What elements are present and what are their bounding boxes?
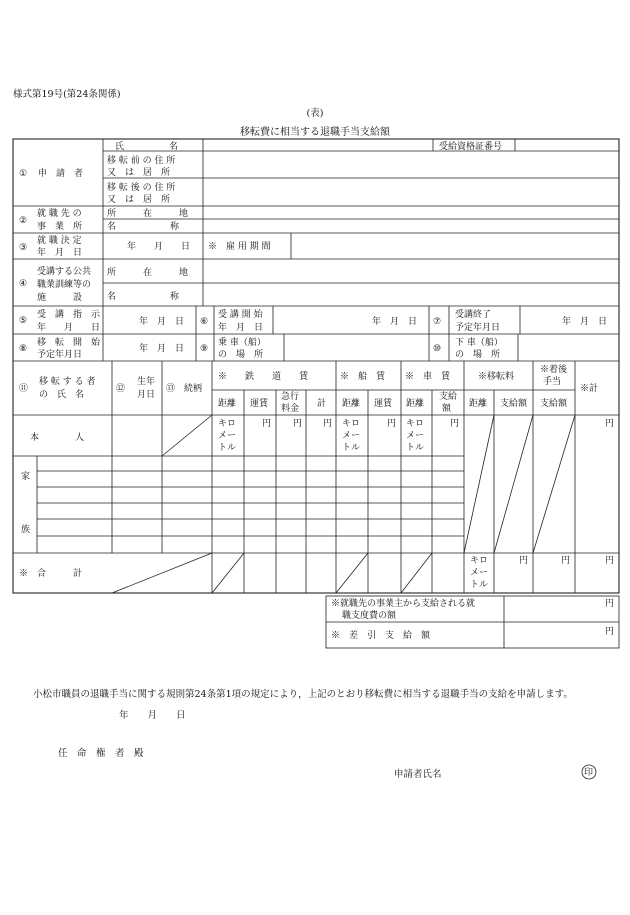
hire-date-label-2: 年 月 日	[37, 248, 83, 258]
item-5-number: ⑤	[19, 316, 28, 326]
ship-km-unit: キロ	[342, 419, 361, 429]
grand-total-label: ※ 合 計	[19, 569, 83, 579]
mover-name-label: 移 転 す る 者	[39, 377, 96, 387]
instruction-date-label: 受 講 指 示	[37, 310, 101, 320]
training-facility-label-2: 職業訓練等の	[37, 280, 92, 290]
hire-date-label: 就 職 決 定	[37, 236, 82, 246]
move-start-label: 移 転 開 始	[37, 338, 101, 348]
self-row-label: 本 人	[30, 433, 85, 443]
car-paid-yen: 円	[450, 419, 460, 429]
rail-fare-yen: 円	[262, 419, 272, 429]
boarding-place-label: 乗 車（船）	[218, 338, 266, 348]
express-yen: 円	[293, 419, 303, 429]
employer-allowance-label: ※就職先の事業主から支給される就	[331, 599, 476, 609]
moving-km-unit-2: メー	[470, 568, 489, 578]
alighting-place-label: 下 車（船）	[455, 338, 503, 348]
item-11-number: ⑪	[19, 384, 29, 394]
application-statement: 小松市職員の退職手当に関する規則第24条第1項の規定により，上記のとおり移転費に相当する退職手当の支給を申請します。	[33, 689, 573, 700]
ship-fare-sub-header: 運賃	[374, 399, 393, 409]
course-start-label-2: 年 月 日	[218, 323, 264, 333]
express-fee-header: 急行	[281, 392, 300, 402]
moving-distance-header: 距離	[469, 399, 488, 409]
alighting-place-label-2: の 場 所	[455, 350, 501, 360]
item-8-number: ⑧	[19, 344, 28, 354]
name-header: 氏 名	[115, 142, 179, 152]
moving-km-unit-3: トル	[470, 580, 489, 590]
item-9-number: ⑨	[200, 344, 209, 354]
move-start-ymd: 年 月 日	[139, 344, 185, 354]
net-payment-label: ※ 差 引 支 給 額	[331, 631, 431, 641]
family-label-2: 族	[21, 525, 31, 535]
moving-paid-header: 支給額	[500, 399, 528, 409]
ship-distance-header: 距離	[342, 399, 361, 409]
addressee: 任 命 権 者 殿	[58, 748, 144, 759]
employer-label-2: 事 業 所	[37, 222, 83, 232]
item-1-number: ①	[19, 169, 28, 179]
rail-km-unit-2: メー	[218, 431, 237, 441]
rail-fare-sub-header: 運賃	[250, 399, 269, 409]
car-fare-header: ※ 車 賃	[405, 372, 451, 382]
training-facility-label: 受講する公共	[37, 267, 92, 277]
express-fee-header-2: 料金	[281, 404, 300, 414]
item-7-number: ⑦	[433, 317, 442, 327]
ship-fare-header: ※ 船 賃	[340, 372, 386, 382]
seal-label: 印	[584, 768, 594, 778]
training-facility-label-3: 施 設	[37, 293, 83, 303]
arrival-allowance-header: ※着後	[540, 365, 568, 375]
moving-paid-yen: 円	[519, 556, 529, 566]
employer-allowance-yen: 円	[605, 599, 615, 609]
form-title: 移転費に相当する退職手当支給額	[240, 127, 390, 138]
move-start-label-2: 予定年月日	[37, 350, 83, 360]
rail-sum-yen: 円	[323, 419, 333, 429]
course-start-ymd: 年 月 日	[372, 317, 418, 327]
mover-name-label-2: の 氏 名	[39, 390, 85, 400]
ship-km-unit-3: トル	[342, 443, 361, 453]
course-end-label: 受講終了	[455, 310, 492, 320]
car-km-unit-3: トル	[406, 443, 425, 453]
arrival-allowance-header-2: 手当	[543, 377, 562, 387]
car-km-unit-2: メー	[406, 431, 425, 441]
employer-label: 就 職 先 の	[37, 209, 82, 219]
address-after-label: 移 転 後 の 住 所	[107, 183, 176, 193]
course-end-ymd: 年 月 日	[562, 317, 608, 327]
facility-location-label: 所 在 地	[107, 268, 189, 278]
boarding-place-label-2: の 場 所	[218, 350, 264, 360]
facility-name-label: 名 称	[107, 292, 180, 302]
rail-sum-header: 計	[317, 399, 327, 409]
arrival-paid-header: 支給額	[540, 399, 568, 409]
applicant-name-label: 申請者氏名	[394, 769, 442, 780]
employment-period-label: ※ 雇 用 期 間	[208, 242, 271, 252]
birth-date-label-2: 月日	[137, 390, 156, 400]
employer-location-label: 所 在 地	[107, 209, 189, 219]
address-after-label-2: 又 は 居 所	[107, 195, 171, 205]
hire-date-ymd: 年 月 日	[127, 242, 191, 252]
item-10-number: ⑩	[433, 344, 442, 354]
page-side-label: (表)	[306, 108, 324, 119]
course-end-label-2: 予定年月日	[455, 323, 501, 333]
address-before-label-2: 又 は 居 所	[107, 168, 171, 178]
cert-number-label: 受給資格証番号	[439, 142, 503, 152]
employer-name-label: 名 称	[107, 222, 180, 232]
moving-km-unit: キロ	[470, 556, 489, 566]
relationship-label: ⑬ 続柄	[166, 384, 203, 394]
grand-total-yen: 円	[605, 556, 615, 566]
table-border	[13, 139, 619, 593]
car-paid-header: 支給	[439, 392, 458, 402]
net-payment-yen: 円	[605, 627, 615, 637]
item-4-number: ④	[19, 279, 28, 289]
self-total-yen: 円	[605, 419, 615, 429]
rail-km-unit-3: トル	[218, 443, 237, 453]
rail-fare-header: ※ 鉄 道 賃	[218, 372, 309, 382]
family-label: 家	[21, 472, 31, 482]
car-distance-header: 距離	[406, 399, 425, 409]
item-6-number: ⑥	[200, 317, 209, 327]
rail-km-unit: キロ	[218, 419, 237, 429]
arrival-paid-yen: 円	[561, 556, 571, 566]
ship-fare-yen: 円	[387, 419, 397, 429]
total-header: ※計	[580, 384, 599, 394]
ship-km-unit-2: メー	[342, 431, 361, 441]
application-date: 年 月 日	[119, 710, 186, 721]
car-paid-header-2: 額	[442, 404, 452, 414]
course-start-label: 受 講 開 始	[218, 310, 263, 320]
item-2-number: ②	[19, 216, 28, 226]
instruction-date-ymd: 年 月 日	[139, 317, 185, 327]
moving-fee-header: ※移転料	[478, 372, 515, 382]
employer-allowance-label-2: 職支度費の額	[342, 611, 397, 621]
item-3-number: ③	[19, 243, 28, 253]
address-before-label: 移 転 前 の 住 所	[107, 156, 176, 166]
item-12-number: ⑫	[116, 384, 126, 394]
form-number: 様式第19号(第24条関係)	[13, 89, 121, 100]
applicant-label: 申 請 者	[38, 169, 84, 179]
instruction-date-label-2: 年 月 日	[37, 323, 101, 333]
rail-distance-header: 距離	[218, 399, 237, 409]
birth-date-label: 生年	[137, 377, 156, 387]
car-km-unit: キロ	[406, 419, 425, 429]
